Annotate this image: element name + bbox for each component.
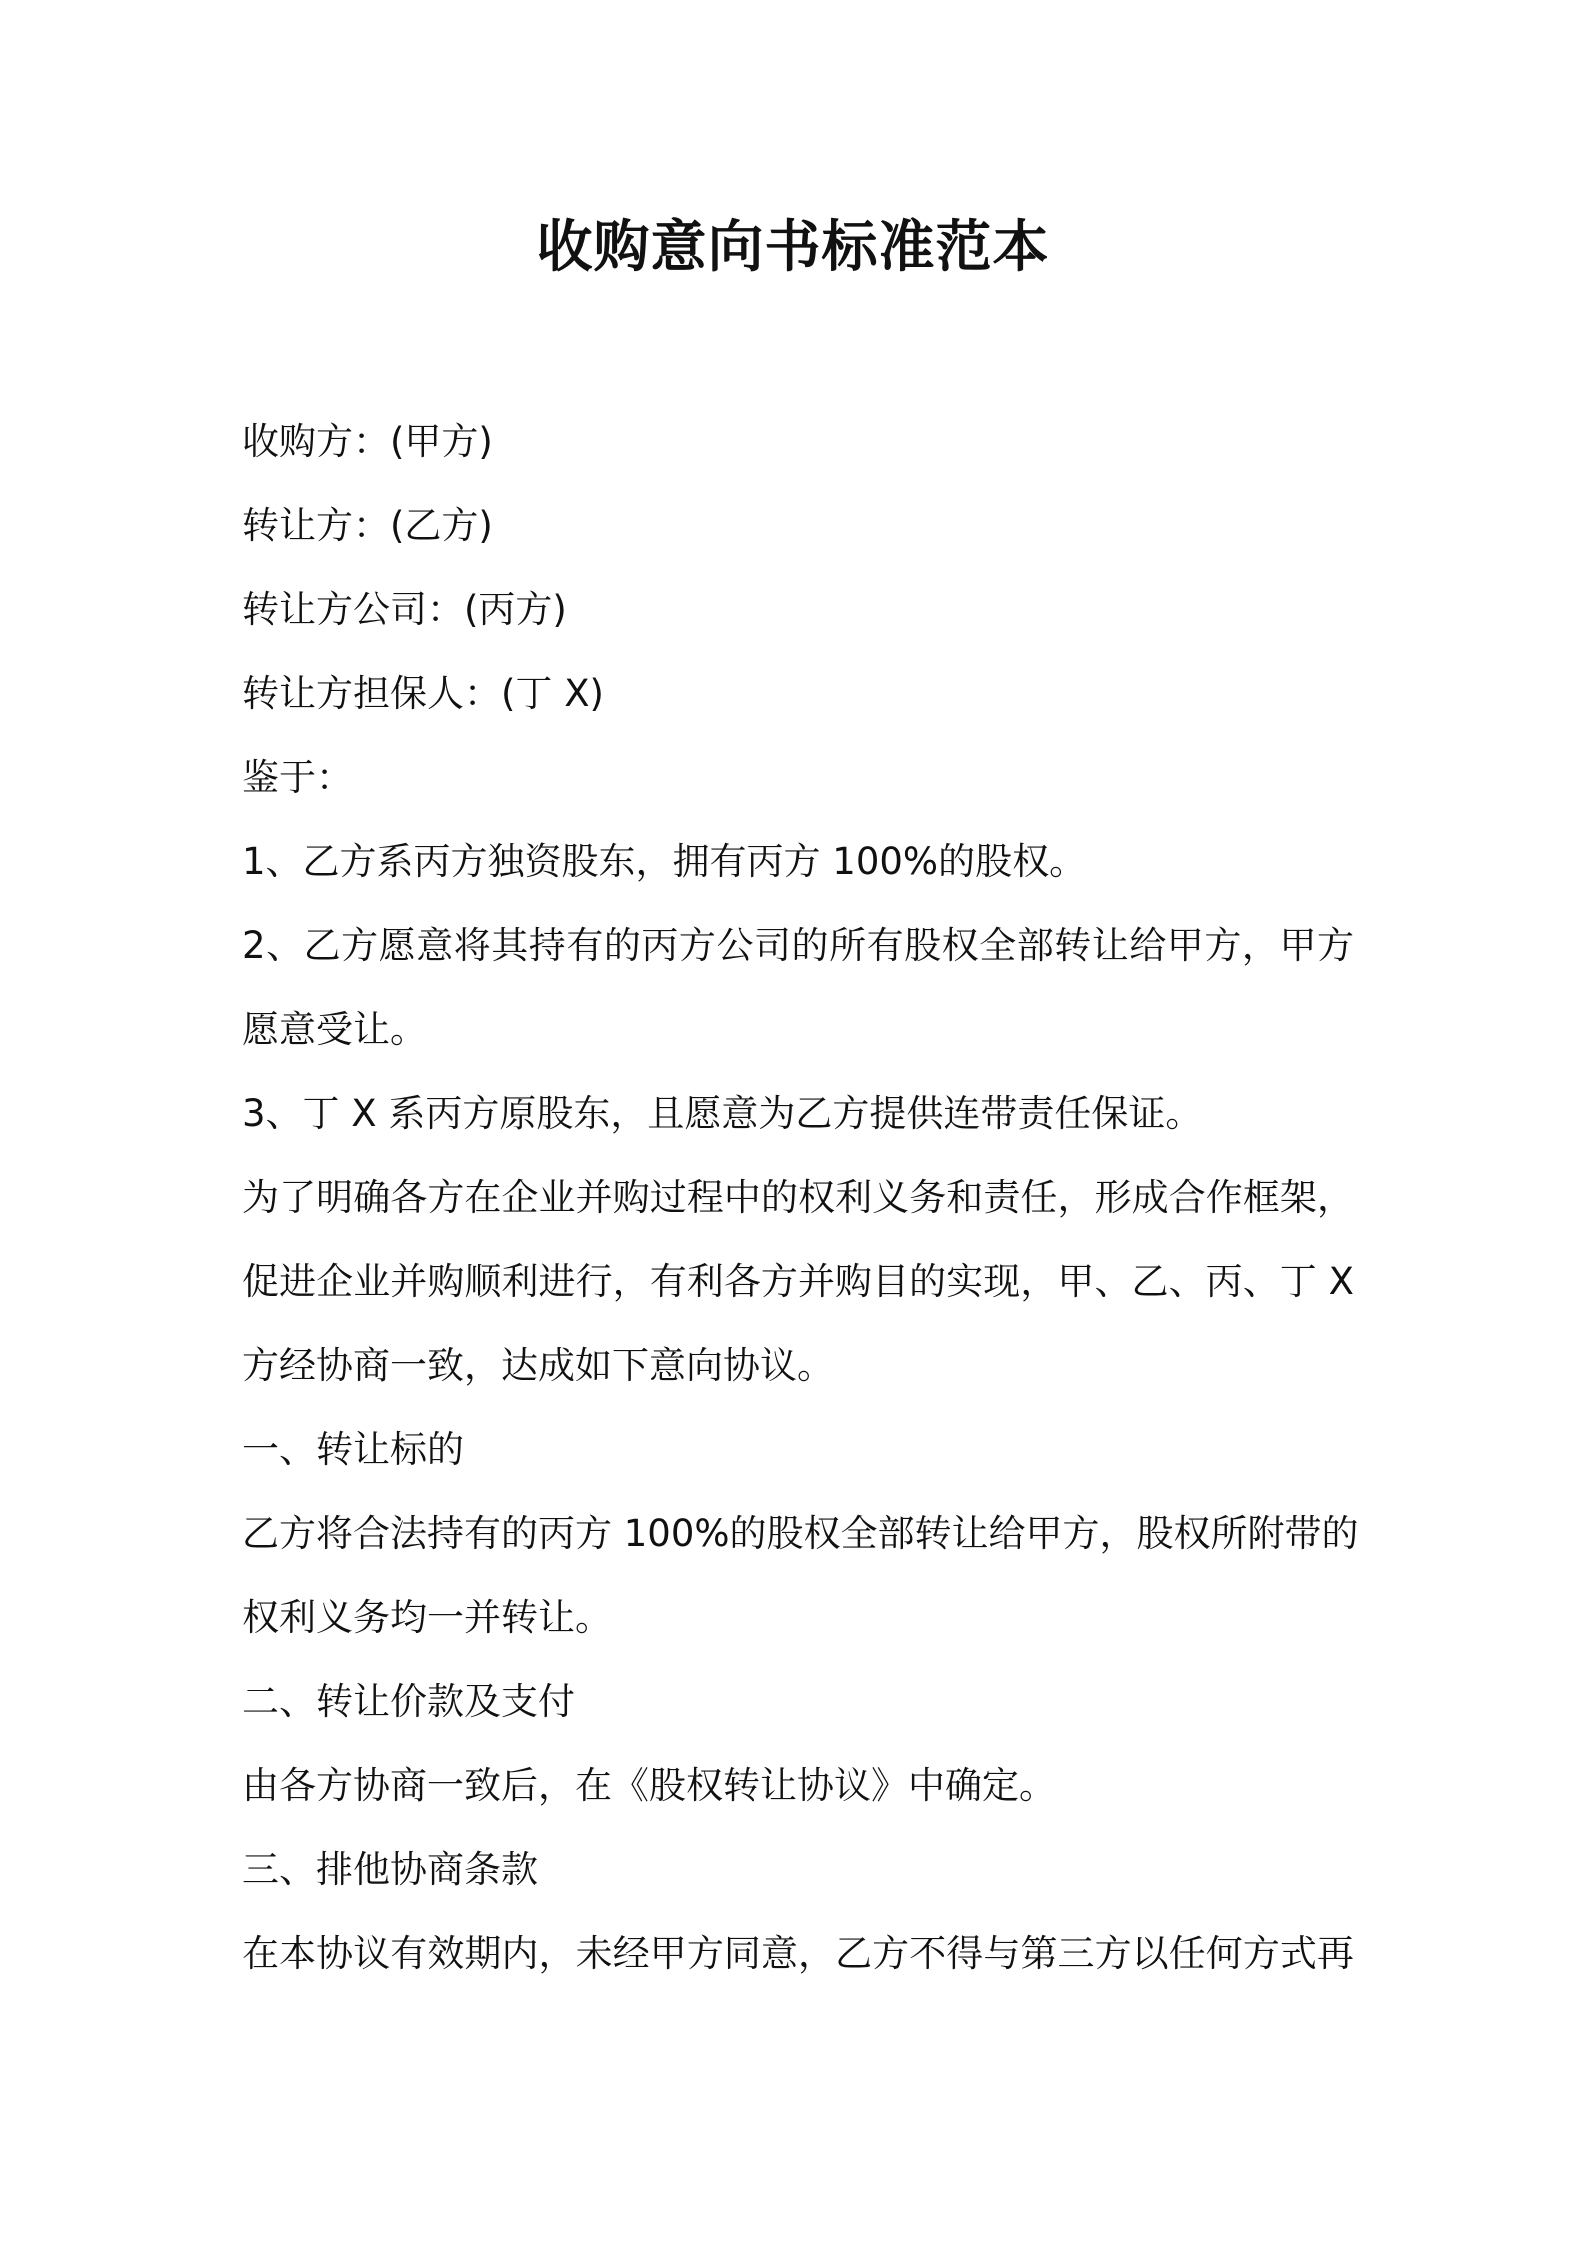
party-c-line: 转让方公司：(丙方) (242, 588, 567, 631)
whereas-item-2-line-1: 2、乙方愿意将其持有的丙方公司的所有股权全部转让给甲方，甲方 (242, 924, 1354, 967)
guarantor-line: 转让方担保人：(丁 X) (242, 672, 604, 715)
whereas-item-1: 1、乙方系丙方独资股东，拥有丙方 100%的股权。 (242, 840, 1087, 883)
section-1-text-line-1: 乙方将合法持有的丙方 100%的股权全部转让给甲方，股权所附带的 (242, 1512, 1359, 1555)
purpose-line-3: 方经协商一致，达成如下意向协议。 (242, 1344, 834, 1387)
whereas-heading: 鉴于： (242, 756, 353, 799)
section-1-text-line-2: 权利义务均一并转让。 (242, 1596, 612, 1639)
whereas-item-2-line-2: 愿意受让。 (242, 1008, 427, 1051)
party-b-line: 转让方：(乙方) (242, 504, 493, 547)
section-1-heading: 一、转让标的 (242, 1428, 464, 1471)
document-body (242, 400, 1359, 1996)
section-2-heading: 二、转让价款及支付 (242, 1680, 575, 1723)
whereas-item-3: 3、丁 X 系丙方原股东，且愿意为乙方提供连带责任保证。 (242, 1092, 1203, 1135)
section-3-text-line-1: 在本协议有效期内，未经甲方同意，乙方不得与第三方以任何方式再 (242, 1932, 1354, 1975)
purpose-line-1: 为了明确各方在企业并购过程中的权利义务和责任，形成合作框架， (242, 1176, 1354, 1219)
section-2-text: 由各方协商一致后，在《股权转让协议》中确定。 (242, 1764, 1056, 1807)
section-3-heading: 三、排他协商条款 (242, 1848, 538, 1891)
document-title: 收购意向书标准范本 (536, 215, 1050, 280)
party-a-line: 收购方：(甲方) (242, 420, 493, 463)
purpose-line-2: 促进企业并购顺利进行，有利各方并购目的实现，甲、乙、丙、丁 X (242, 1260, 1354, 1303)
